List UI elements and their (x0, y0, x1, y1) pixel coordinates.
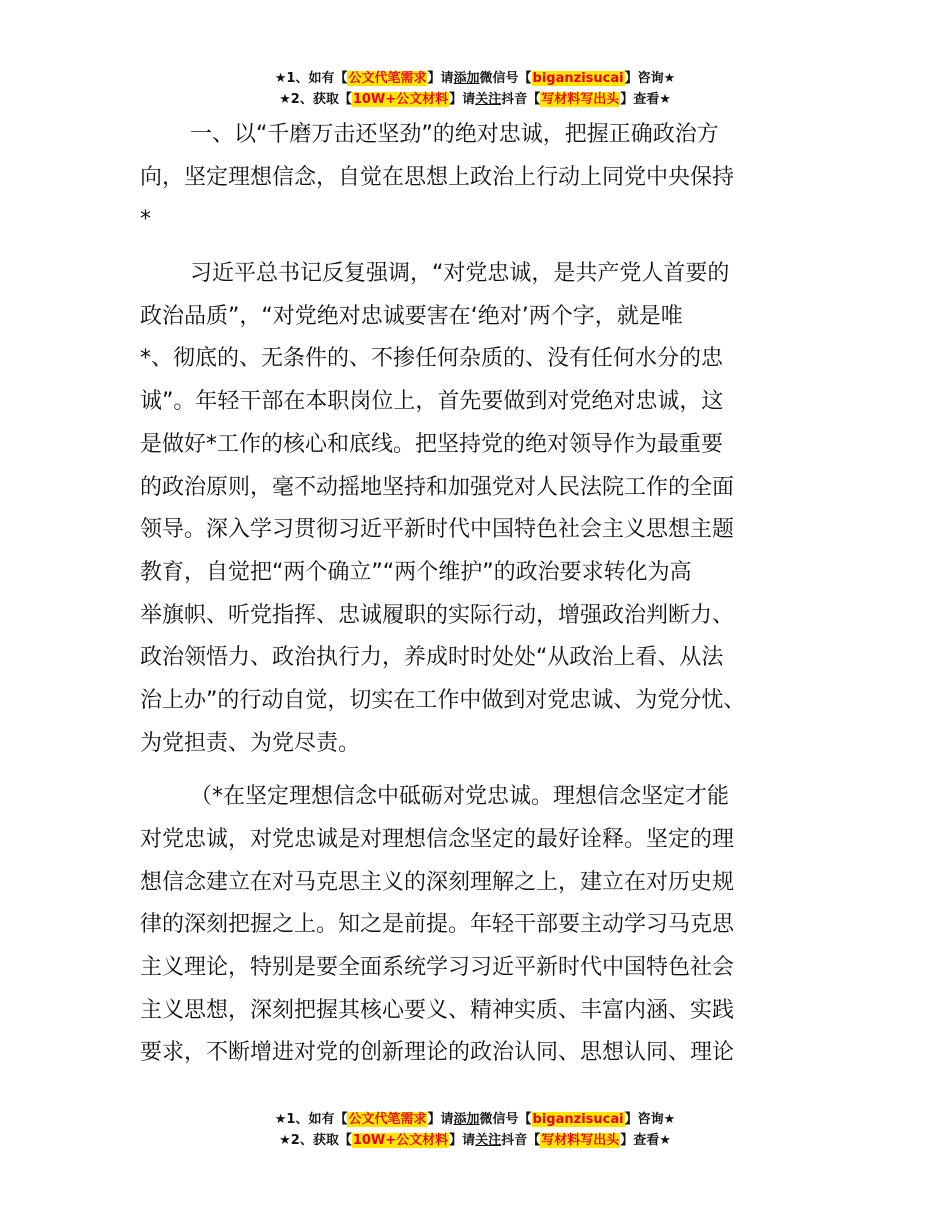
text-line: 教育，自觉把“两个确立”“两个维护”的政治要求转化为高 (140, 559, 692, 585)
banner-text: 】请 (449, 92, 476, 107)
banner-text: 微信号【 (479, 71, 532, 86)
banner-highlight: 10W+公文材料 (352, 1133, 449, 1148)
text-line: 治上办”的行动自觉，切实在工作中做到对党忠诚、为党分忧、 (140, 687, 746, 713)
banner-highlight: 公文代笔需求 (348, 71, 427, 86)
banner-text: ★2、获取【 (279, 1133, 352, 1148)
banner-line-2 (0, 89, 950, 110)
banner-text: ★2、获取【 (279, 92, 352, 107)
banner-line-2 (0, 1130, 950, 1151)
banner-highlight: 公文代笔需求 (348, 1112, 427, 1127)
banner-underline: 关注 (475, 1133, 502, 1148)
text-line: 诚”。年轻干部在本职岗位上，首先要做到对党绝对忠诚，这 (140, 389, 724, 415)
banner-text: 】请 (449, 1133, 476, 1148)
banner-text: 】请 (427, 71, 454, 86)
text-line: 政治领悟力、政治执行力，养成时时处处“从政治上看、从法 (140, 645, 724, 671)
banner-text: ★1、如有【 (274, 1112, 348, 1127)
banner-line-1 (0, 68, 950, 89)
banner-highlight: 10W+公文材料 (352, 92, 449, 107)
text-line: 要求，不断增进对党的创新理论的政治认同、思想认同、理论 (140, 1040, 735, 1066)
banner-text: ★1、如有【 (274, 71, 348, 86)
banner-underline: 添加 (453, 71, 480, 86)
banner-highlight: biganzisucai (532, 71, 624, 86)
text-line: （*在坚定理想信念中砥砺对党忠诚。理想信念坚定才能 (190, 784, 730, 810)
text-line: 主义理论，特别是要全面系统学习习近平新时代中国特色社会 (140, 955, 735, 981)
banner-text: 】咨询★ (624, 1112, 676, 1127)
text-line: 律的深刻把握之上。知之是前提。年轻干部要主动学习马克思 (140, 912, 735, 938)
text-line: 主义思想，深刻把握其核心要义、精神实质、丰富内涵、实践 (140, 997, 735, 1023)
text-line: 想信念建立在对马克思主义的深刻理解之上，建立在对历史规 (140, 869, 735, 895)
banner-text: 抖音【 (501, 1133, 541, 1148)
text-line: 的政治原则，毫不动摇地坚持和加强党对人民法院工作的全面 (140, 474, 735, 500)
text-line: 是做好*工作的核心和底线。把坚持党的绝对领导作为最重要 (140, 431, 724, 457)
banner-text: 】查看★ (620, 1133, 671, 1148)
text-line: 一、以“千磨万击还坚劲”的绝对忠诚，把握正确政治方 (190, 122, 719, 147)
paragraph-2 (140, 776, 820, 1075)
banner-text: 微信号【 (479, 1112, 532, 1127)
banner-highlight: 写材料写出头 (541, 92, 620, 107)
banner-line-1 (0, 1109, 950, 1130)
text-line: *、彻底的、无条件的、不掺任何杂质的、没有任何水分的忠 (140, 346, 724, 372)
banner-underline: 关注 (475, 92, 502, 107)
banner-highlight: biganzisucai (532, 1112, 624, 1127)
bottom-banner (0, 1109, 950, 1151)
text-line: 政治品质”，“对党绝对忠诚要害在‘绝对’两个字，就是唯 (140, 303, 683, 329)
text-line: 向，坚定理想信念，自觉在思想上政治上行动上同党中央保持 (140, 164, 735, 190)
paragraph-1 (140, 253, 820, 765)
banner-highlight: 写材料写出头 (541, 1133, 620, 1148)
document-body (140, 114, 820, 1075)
top-banner (0, 68, 950, 110)
banner-text: 抖音【 (501, 92, 541, 107)
banner-underline: 添加 (453, 1112, 480, 1127)
text-line: 对党忠诚，对党忠诚是对理想信念坚定的最好诠释。坚定的理 (140, 827, 735, 852)
banner-text: 】请 (427, 1112, 454, 1127)
section-heading (140, 114, 820, 242)
banner-text: 】查看★ (620, 92, 671, 107)
text-line: * (140, 207, 151, 233)
text-line: 为党担责、为党尽责。 (140, 730, 361, 756)
banner-text: 】咨询★ (624, 71, 676, 86)
text-line: 举旗帜、听党指挥、忠诚履职的实际行动，增强政治判断力、 (140, 602, 735, 628)
text-line: 领导。深入学习贯彻习近平新时代中国特色社会主义思想主题 (140, 517, 735, 543)
text-line: 习近平总书记反复强调，“对党忠诚，是共产党人首要的 (190, 261, 730, 287)
